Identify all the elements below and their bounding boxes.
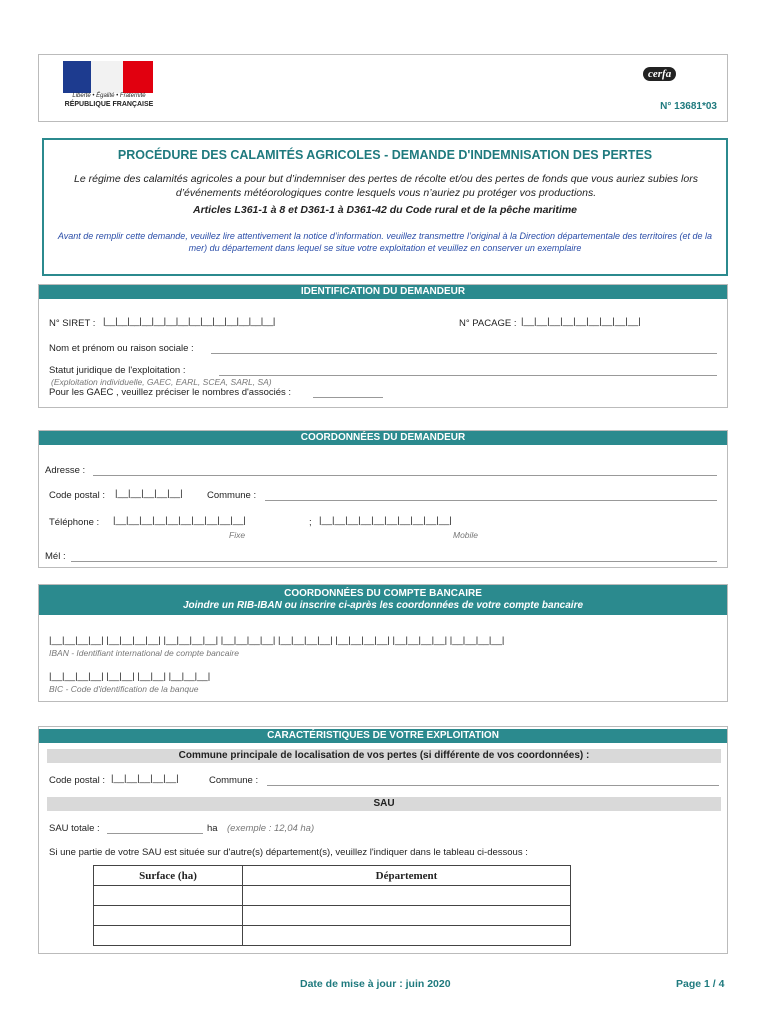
- bancaire-title: COORDONNÉES DU COMPTE BANCAIRE: [284, 588, 482, 599]
- telephone-label: Téléphone :: [49, 517, 100, 528]
- sau-question: Si une partie de votre SAU est située sur d'autre(s) département(s), veuillez l'indiquer dans le tableau ci-dessous :: [49, 847, 528, 858]
- identification-section: [38, 284, 728, 408]
- exploitation-commune-field[interactable]: [267, 785, 719, 786]
- telephone-mobile-input[interactable]: |__|__|__|__|__|__|__|__|__|__|: [319, 515, 452, 526]
- departement-column-header: Département: [243, 866, 571, 886]
- cerfa-logo: cerfa: [643, 67, 676, 81]
- telephone-separator: ;: [309, 517, 312, 528]
- exploitation-header: CARACTÉRISTIQUES DE VOTRE EXPLOITATION: [39, 729, 727, 743]
- notice-text: Avant de remplir cette demande, veuillez lire attentivement la notice d’information. veuillez transmettre l’original à la Direction départementale des territoires (et de la mer) du département dans lequel se situe votre exploitation et veuillez en conserver un exemplaire: [57, 231, 713, 253]
- bic-input[interactable]: |__|__|__|__| |__|__| |__|__| |__|__|__|: [49, 671, 211, 682]
- table-row: [94, 886, 571, 906]
- table-row: [94, 906, 571, 926]
- iban-input[interactable]: |__|__|__|__| |__|__|__|__| |__|__|__|__| |__|__|__|__| |__|__|__|__| |__|__|__|__| |__|__|__|__| |__|__|__|__|: [49, 635, 505, 646]
- coordonnees-section: [38, 430, 728, 568]
- sau-label: SAU totale :: [49, 823, 100, 834]
- mel-label: Mél :: [45, 551, 66, 562]
- intro-text: Le régime des calamités agricoles a pour but d’indemniser des pertes de récolte et/ou des pertes de fonds que vous auriez subies lors d’événements météorologiques contre lesquels vous n’auriez pu protéger vos productions.: [74, 173, 698, 199]
- intro-box: [42, 138, 728, 276]
- status-field[interactable]: [219, 375, 717, 376]
- cp-input[interactable]: |__|__|__|__|__|: [115, 488, 183, 499]
- bancaire-section: [38, 584, 728, 702]
- mobile-caption: Mobile: [453, 530, 479, 540]
- sau-field[interactable]: [107, 833, 203, 834]
- bancaire-subtitle: Joindre un RIB-IBAN ou inscrire ci-après les coordonnées de votre compte bancaire: [182, 600, 584, 611]
- surface-column-header: Surface (ha): [94, 866, 243, 886]
- sau-unit: ha: [207, 823, 218, 834]
- siret-label: N° SIRET :: [49, 318, 96, 329]
- exploitation-cp-label: Code postal :: [49, 775, 105, 786]
- pacage-input[interactable]: |__|__|__|__|__|__|__|__|__|: [521, 316, 641, 327]
- fixe-caption: Fixe: [229, 530, 246, 540]
- siret-input[interactable]: |__|__|__|__|__|__|__|__|__|__|__|__|__|__|: [103, 316, 276, 327]
- status-hint: (Exploitation individuelle, GAEC, EARL, SCEA, SARL, SA): [51, 377, 272, 387]
- exploitation-commune-label: Commune :: [209, 775, 259, 786]
- identification-header: IDENTIFICATION DU DEMANDEUR: [39, 285, 727, 299]
- sau-example: (exemple : 12,04 ha): [227, 823, 315, 834]
- departement-cell[interactable]: [243, 906, 571, 926]
- surface-table: [93, 865, 571, 946]
- name-field[interactable]: [211, 353, 717, 354]
- marianne-logo: [63, 61, 153, 93]
- commune-label: Commune :: [207, 490, 257, 501]
- footer-page: Page 1 / 4: [676, 978, 725, 990]
- telephone-fixe-input[interactable]: |__|__|__|__|__|__|__|__|__|__|: [113, 515, 246, 526]
- articles-reference: Articles L361-1 à 8 et D361-1 à D361-42 du Code rural et de la pêche maritime: [193, 204, 577, 216]
- form-number: N° 13681*03: [660, 101, 717, 112]
- republique-francaise: RÉPUBLIQUE FRANÇAISE: [64, 101, 154, 108]
- departement-cell[interactable]: [243, 926, 571, 946]
- mel-field[interactable]: [71, 561, 717, 562]
- adresse-field[interactable]: [93, 475, 717, 476]
- surface-cell[interactable]: [94, 886, 243, 906]
- table-row: [94, 926, 571, 946]
- sau-header: SAU: [47, 797, 721, 811]
- commune-field[interactable]: [265, 500, 717, 501]
- status-label: Statut juridique de l'exploitation :: [49, 365, 186, 376]
- pacage-label: N° PACAGE :: [459, 318, 517, 329]
- header-box: [38, 54, 728, 122]
- coordonnees-header: COORDONNÉES DU DEMANDEUR: [39, 431, 727, 445]
- footer-date: Date de mise à jour : juin 2020: [300, 978, 451, 990]
- bancaire-header: [39, 585, 727, 615]
- exploitation-cp-input[interactable]: |__|__|__|__|__|: [111, 773, 179, 784]
- bic-caption: BIC - Code d'identification de la banque: [49, 684, 199, 694]
- cp-label: Code postal :: [49, 490, 105, 501]
- adresse-label: Adresse :: [45, 465, 86, 476]
- iban-caption: IBAN - Identifiant international de compte bancaire: [49, 648, 239, 658]
- gaec-field[interactable]: [313, 397, 383, 398]
- gaec-label: Pour les GAEC , veuillez préciser le nombres d'associés :: [49, 387, 292, 398]
- surface-cell[interactable]: [94, 906, 243, 926]
- surface-cell[interactable]: [94, 926, 243, 946]
- name-label: Nom et prénom ou raison sociale :: [49, 343, 194, 354]
- form-title: PROCÉDURE DES CALAMITÉS AGRICOLES - DEMANDE D'INDEMNISATION DES PERTES: [117, 148, 653, 162]
- logo-motto: Liberté • Égalité • Fraternité: [72, 93, 146, 99]
- departement-cell[interactable]: [243, 886, 571, 906]
- commune-principale-header: Commune principale de localisation de vos pertes (si différente de vos coordonnées) :: [47, 749, 721, 763]
- exploitation-section: [38, 726, 728, 954]
